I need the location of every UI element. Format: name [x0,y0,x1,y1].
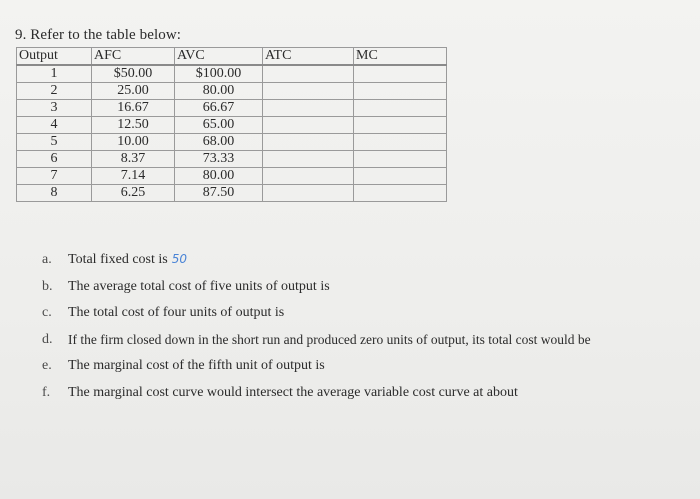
question-title: 9. Refer to the table below: [15,27,182,43]
cell-afc: 8.37 [92,151,175,168]
subquestion-text: The total cost of four units of output is [68,305,285,321]
cell-atc [263,83,354,100]
cell-avc: 80.00 [175,83,263,100]
subquestion-text: The marginal cost of the fifth unit of output is [68,358,325,374]
table-row [17,83,447,100]
cell-mc [354,151,447,168]
cost-table [16,47,447,202]
subquestion-a [42,252,682,279]
cell-atc [263,168,354,185]
handwritten-answer: 50 [171,252,188,266]
subquestion-text-wrap [68,252,187,268]
subquestion-list [42,252,682,412]
table-row [17,168,447,185]
cell-output: 6 [17,151,92,168]
cell-mc [354,100,447,117]
subquestion-letter: b. [42,278,53,294]
subquestion-c [42,305,682,332]
cell-avc: 66.67 [175,100,263,117]
subquestion-e [42,358,682,385]
table-row [17,117,447,134]
table-row [17,185,447,202]
cell-output: 2 [17,83,92,100]
cell-mc [354,168,447,185]
subquestion-f [42,385,682,412]
cell-output: 8 [17,185,92,202]
cell-avc: 73.33 [175,151,263,168]
cell-afc: 12.50 [92,117,175,134]
cell-output: 3 [17,100,92,117]
table-header-row [17,48,447,66]
cell-atc [263,100,354,117]
subquestion-letter: a. [42,252,52,267]
cell-avc: 87.50 [175,185,263,202]
header-afc: AFC [92,48,175,66]
cell-avc: 65.00 [175,117,263,134]
subquestion-letter: c. [42,305,52,321]
subquestion-text: The average total cost of five units of output is [68,278,330,294]
subquestion-text: The marginal cost curve would intersect the average variable cost curve at about [68,384,518,400]
header-output: Output [17,48,92,66]
header-avc: AVC [175,48,263,66]
cell-avc: $100.00 [175,65,263,83]
cell-atc [263,117,354,134]
header-mc: MC [354,48,447,66]
subquestion-d [42,332,682,359]
table-row [17,151,447,168]
cell-afc: 10.00 [92,134,175,151]
subquestion-letter: d. [42,331,53,347]
cell-mc [354,185,447,202]
subquestion-letter: e. [42,358,52,374]
cell-avc: 68.00 [175,134,263,151]
table-row [17,100,447,117]
subquestion-b [42,279,682,306]
cell-atc [263,151,354,168]
cell-mc [354,134,447,151]
cell-atc [263,185,354,202]
cell-afc: 7.14 [92,168,175,185]
cell-afc: 6.25 [92,185,175,202]
cell-atc [263,134,354,151]
cell-afc: 25.00 [92,83,175,100]
cell-output: 1 [17,65,92,83]
cell-afc: 16.67 [92,100,175,117]
subquestion-text: If the firm closed down in the short run and produced zero units of output, its total cost would be [68,331,591,347]
subquestion-text: Total fixed cost is [68,252,168,267]
table-row [17,65,447,83]
cell-mc [354,65,447,83]
cell-afc: $50.00 [92,65,175,83]
header-atc: ATC [263,48,354,66]
table-row [17,134,447,151]
cell-output: 7 [17,168,92,185]
cell-avc: 80.00 [175,168,263,185]
subquestion-letter: f. [42,384,51,400]
cell-output: 5 [17,134,92,151]
cell-mc [354,83,447,100]
cell-output: 4 [17,117,92,134]
cell-mc [354,117,447,134]
cell-atc [263,65,354,83]
